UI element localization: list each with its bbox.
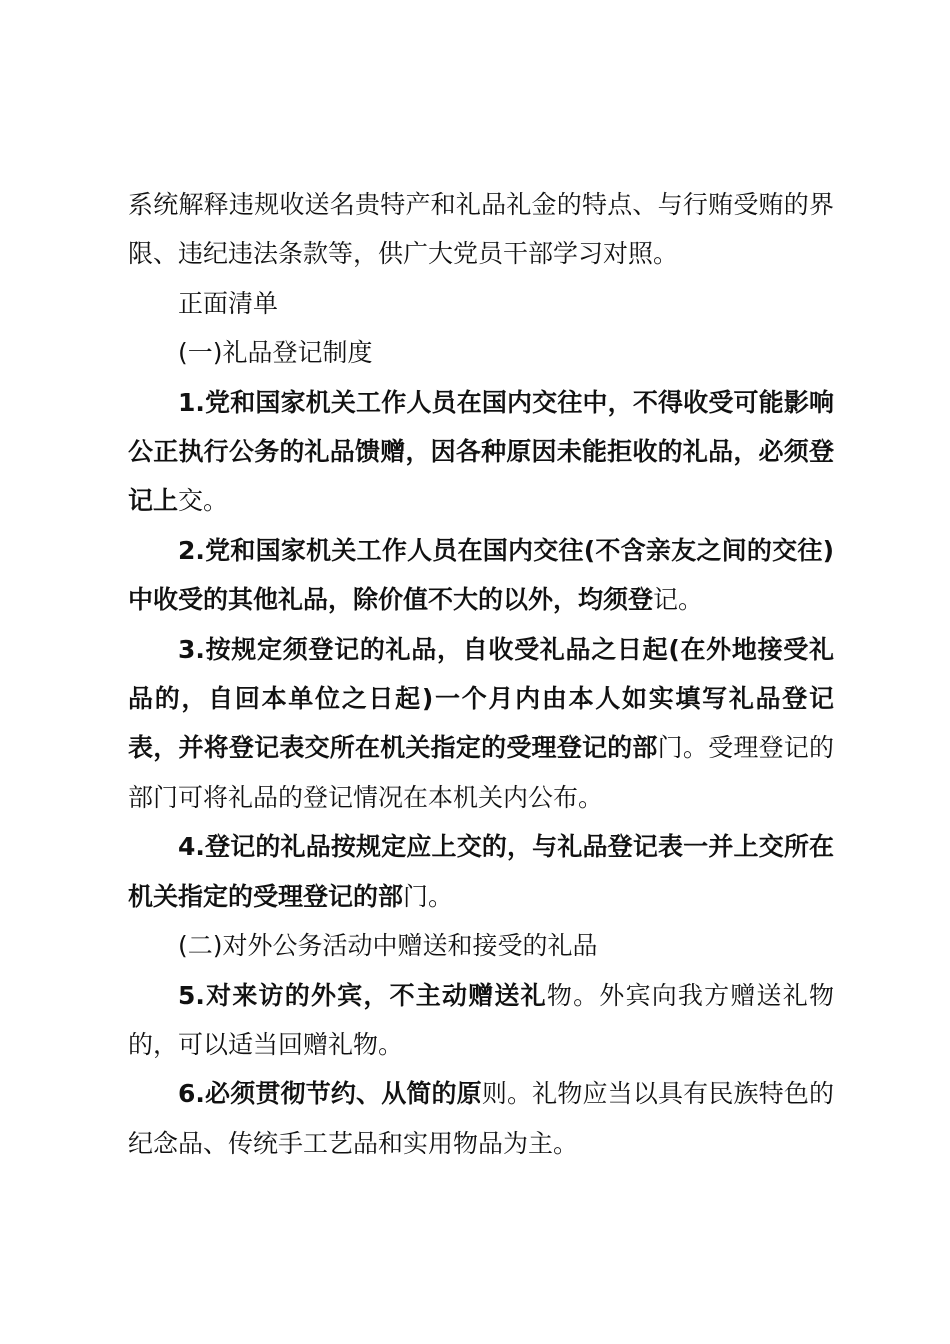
item-4: 4.登记的礼品按规定应上交的，与礼品登记表一并上交所在机关指定的受理登记的部门。 [128, 832, 834, 911]
item-6: 6.必须贯彻节约、从简的原则。礼物应当以具有民族特色的纪念品、传统手工艺品和实用物品为主。 [128, 1079, 834, 1158]
section-heading-gift-registration: (一)礼品登记制度 [178, 338, 373, 368]
item-5: 5.对来访的外宾，不主动赠送礼物。外宾向我方赠送礼物的，可以适当回赠礼物。 [128, 980, 834, 1059]
item-3: 3.按规定须登记的礼品，自收受礼品之日起(在外地接受礼品的，自回本单位之日起)一个月内由本人如实填写礼品登记表，并将登记表交所在机关指定的受理登记的部门。受理登记的部门可将礼品的登记情况在本机关内公布。 [128, 634, 834, 812]
paragraph-intro: 系统解释违规收送名贵特产和礼品礼金的特点、与行贿受贿的界限、违纪违法条款等，供广大党员干部学习对照。 [128, 190, 834, 269]
heading-positive-list: 正面清单 [178, 288, 279, 318]
item-2: 2.党和国家机关工作人员在国内交往(不含亲友之间的交往)中收受的其他礼品，除价值不大的以外，均须登记。 [128, 535, 834, 615]
document-body [128, 180, 834, 1168]
section-heading-foreign-affairs-gifts: (二)对外公务活动中赠送和接受的礼品 [178, 931, 598, 961]
item-1: 1.党和国家机关工作人员在国内交往中，不得收受可能影响公正执行公务的礼品馈赠，因各种原因未能拒收的礼品，必须登记上交。 [128, 387, 834, 516]
